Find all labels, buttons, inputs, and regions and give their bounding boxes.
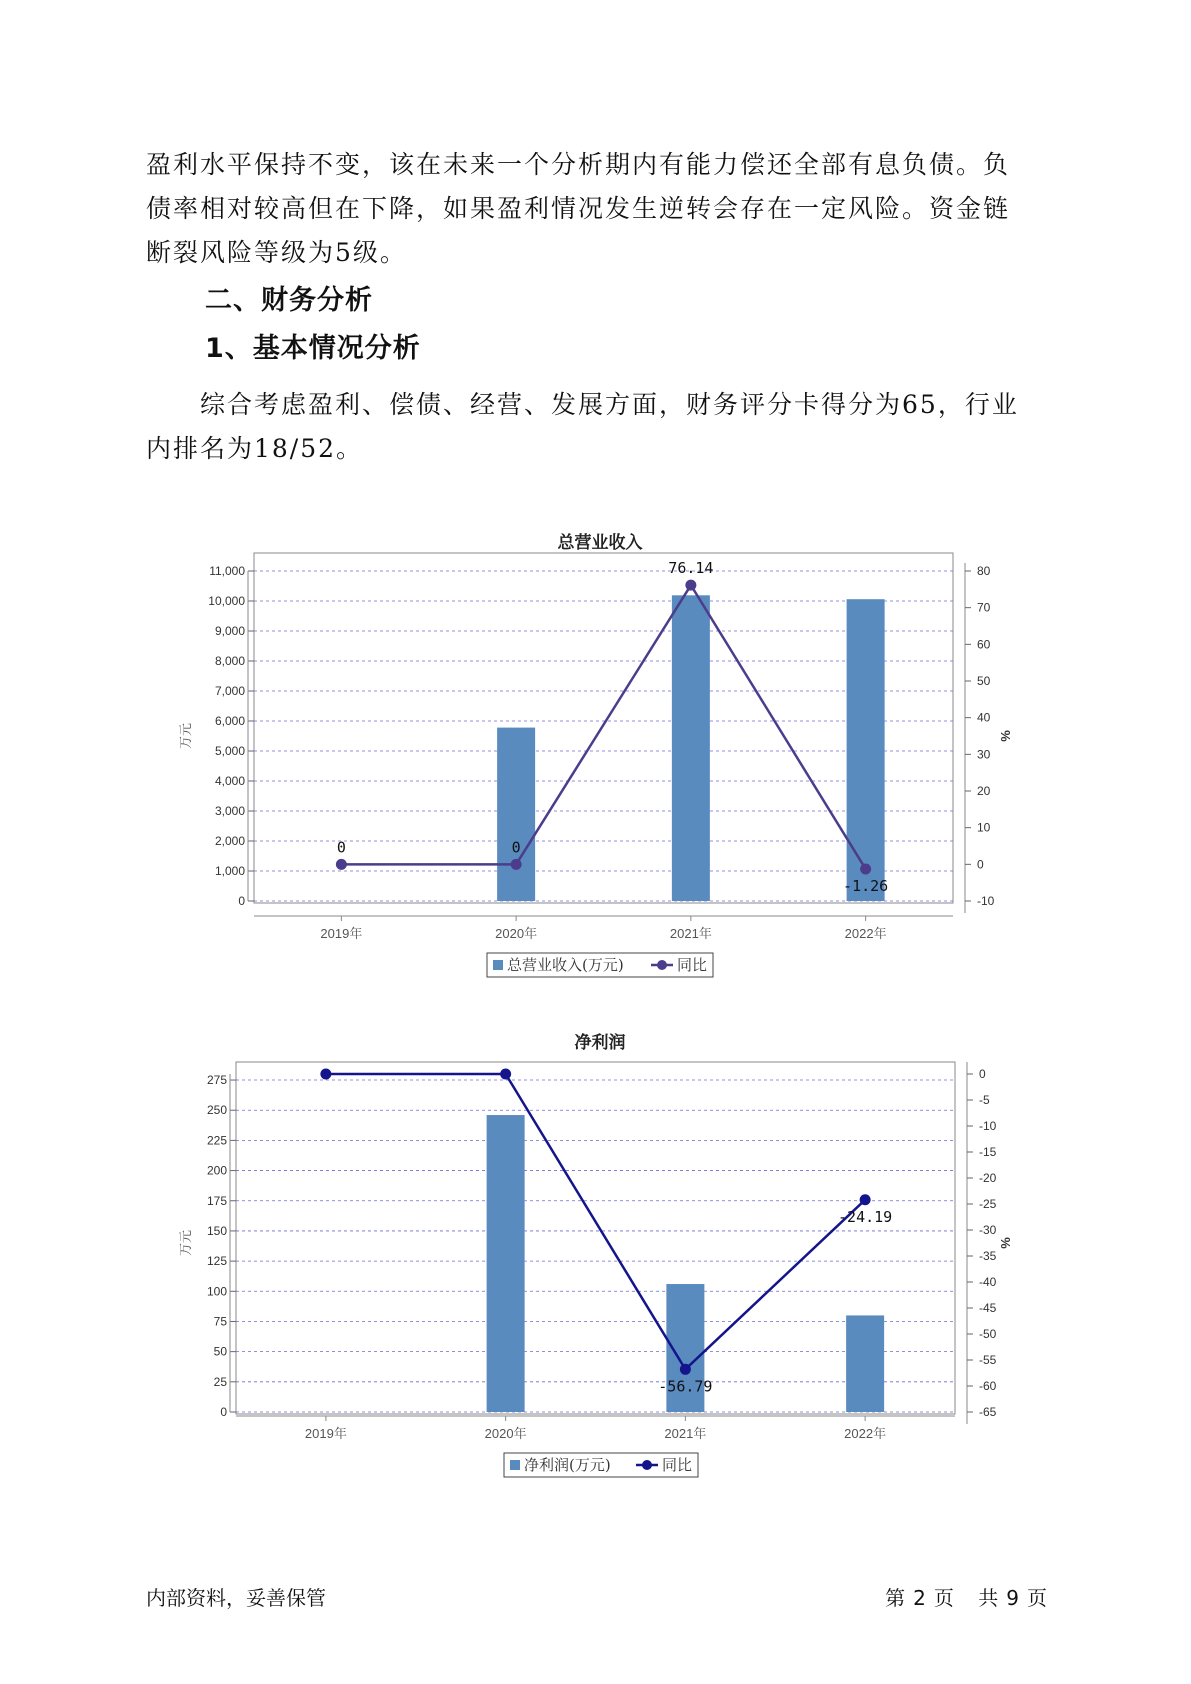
total-pages: 9 bbox=[1006, 1586, 1019, 1610]
y-tick-label: 225 bbox=[206, 1133, 227, 1148]
yoy-line bbox=[341, 585, 865, 869]
yoy-point bbox=[511, 859, 522, 870]
legend-line-marker bbox=[642, 1460, 652, 1470]
y2-tick-label: -55 bbox=[979, 1353, 997, 1367]
yoy-point bbox=[685, 580, 696, 591]
revenue-chart-svg bbox=[0, 528, 1191, 978]
y2-tick-label: -10 bbox=[979, 1119, 997, 1133]
page-unit: 页 bbox=[933, 1586, 954, 1610]
intro-line: 债率相对较高但在下降，如果盈利情况发生逆转会存在一定风险。资金链 bbox=[146, 194, 1011, 223]
summary-line: 综合考虑盈利、偿债、经营、发展方面，财务评分卡得分为65，行业 bbox=[200, 390, 1019, 419]
y-tick-label: 7,000 bbox=[214, 684, 245, 698]
yoy-point bbox=[680, 1364, 691, 1375]
y-tick-label: 8,000 bbox=[214, 654, 245, 668]
y2-tick-label: 80 bbox=[977, 564, 991, 578]
y-tick-label: 1,000 bbox=[214, 864, 245, 878]
legend-bar-swatch bbox=[493, 960, 503, 970]
y2-tick-label: -5 bbox=[979, 1093, 990, 1107]
legend-bar-swatch bbox=[510, 1460, 520, 1470]
bar bbox=[497, 728, 535, 901]
y-tick-label: 2,000 bbox=[214, 834, 245, 848]
total-prefix: 共 bbox=[978, 1586, 999, 1610]
net-profit-chart-svg bbox=[0, 1028, 1191, 1488]
x-tick-label: 2019年 bbox=[304, 1426, 347, 1441]
total-unit: 页 bbox=[1027, 1586, 1047, 1610]
chart-title: 净利润 bbox=[574, 1033, 626, 1052]
legend-line-label: 同比 bbox=[677, 956, 708, 974]
legend-line-marker bbox=[657, 960, 667, 970]
y-tick-label: 125 bbox=[206, 1254, 227, 1269]
bar bbox=[846, 1315, 884, 1412]
y-tick-label: 25 bbox=[213, 1374, 227, 1389]
data-label: -56.79 bbox=[658, 1377, 713, 1396]
bar bbox=[847, 599, 885, 901]
bar bbox=[487, 1115, 525, 1412]
x-tick-label: 2020年 bbox=[495, 926, 538, 941]
summary-paragraph bbox=[146, 383, 1046, 471]
data-label: 0 bbox=[511, 838, 521, 857]
y-tick-label: 11,000 bbox=[209, 564, 245, 578]
y2-tick-label: -10 bbox=[977, 894, 995, 908]
net-profit-chart bbox=[0, 1028, 1191, 1488]
yoy-point bbox=[336, 859, 347, 870]
bar bbox=[672, 595, 710, 901]
y-tick-label: 0 bbox=[220, 1405, 227, 1419]
data-label: -24.19 bbox=[838, 1207, 893, 1226]
y-axis-title: 万元 bbox=[178, 1229, 193, 1257]
y2-tick-label: -30 bbox=[979, 1223, 997, 1237]
y2-tick-label: -35 bbox=[979, 1249, 997, 1263]
y2-tick-label: -50 bbox=[979, 1327, 997, 1341]
y2-tick-label: -60 bbox=[979, 1379, 997, 1393]
section-title: 二、财务分析 bbox=[205, 285, 373, 316]
y-tick-label: 4,000 bbox=[214, 774, 245, 788]
yoy-point bbox=[500, 1069, 511, 1080]
yoy-point bbox=[860, 863, 871, 874]
y2-tick-label: 40 bbox=[977, 710, 991, 725]
y2-tick-label: 0 bbox=[979, 1067, 986, 1081]
y-tick-label: 175 bbox=[206, 1193, 227, 1208]
data-label: -1.26 bbox=[843, 876, 889, 895]
y-tick-label: 6,000 bbox=[214, 714, 245, 728]
y2-tick-label: -40 bbox=[979, 1275, 997, 1289]
yoy-line bbox=[326, 1074, 865, 1369]
x-tick-label: 2022年 bbox=[844, 1426, 887, 1441]
x-tick-label: 2022年 bbox=[844, 926, 887, 941]
y-tick-label: 200 bbox=[206, 1163, 227, 1178]
y2-tick-label: 20 bbox=[977, 784, 991, 798]
y2-tick-label: -25 bbox=[979, 1197, 997, 1211]
data-label: 0 bbox=[336, 838, 346, 857]
y-tick-label: 75 bbox=[213, 1314, 227, 1329]
summary-line: 内排名为18/52。 bbox=[146, 434, 364, 463]
revenue-chart bbox=[0, 528, 1191, 978]
yoy-point bbox=[320, 1069, 331, 1080]
x-tick-label: 2021年 bbox=[669, 926, 712, 941]
y-tick-label: 5,000 bbox=[214, 744, 245, 758]
y2-tick-label: -15 bbox=[979, 1145, 997, 1159]
page-prefix: 第 bbox=[885, 1586, 906, 1610]
y-tick-label: 0 bbox=[238, 894, 245, 908]
y-tick-label: 250 bbox=[206, 1103, 227, 1118]
y-tick-label: 275 bbox=[206, 1073, 227, 1088]
legend-line-label: 同比 bbox=[662, 1456, 693, 1474]
y-tick-label: 9,000 bbox=[214, 624, 245, 638]
x-tick-label: 2020年 bbox=[484, 1426, 527, 1441]
legend-bar-label: 净利润(万元) bbox=[524, 1456, 611, 1474]
y2-axis-title: % bbox=[998, 730, 1013, 742]
intro-line: 盈利水平保持不变，该在未来一个分析期内有能力偿还全部有息负债。负 bbox=[146, 150, 1011, 179]
y-tick-label: 100 bbox=[206, 1284, 227, 1299]
y2-tick-label: 0 bbox=[977, 857, 984, 872]
y-axis-title: 万元 bbox=[178, 722, 193, 750]
legend-bar-label: 总营业收入(万元) bbox=[507, 956, 624, 974]
y2-tick-label: 30 bbox=[977, 747, 991, 762]
y2-tick-label: -20 bbox=[979, 1171, 997, 1185]
y-tick-label: 150 bbox=[206, 1223, 227, 1238]
y2-tick-label: 10 bbox=[977, 820, 991, 835]
y-tick-label: 50 bbox=[213, 1344, 227, 1359]
yoy-point bbox=[860, 1194, 871, 1205]
y2-tick-label: 60 bbox=[977, 637, 991, 652]
x-tick-label: 2021年 bbox=[664, 1426, 707, 1441]
y2-tick-label: 50 bbox=[977, 674, 991, 688]
y-tick-label: 10,000 bbox=[208, 594, 245, 608]
x-tick-label: 2019年 bbox=[320, 926, 363, 941]
y2-tick-label: -45 bbox=[979, 1301, 997, 1315]
subsection-title: 1、基本情况分析 bbox=[205, 333, 421, 364]
y2-tick-label: 70 bbox=[977, 600, 991, 615]
y2-axis-title: % bbox=[998, 1237, 1013, 1249]
page-number: 2 bbox=[913, 1586, 926, 1610]
intro-paragraph bbox=[146, 143, 1046, 275]
y2-tick-label: -65 bbox=[979, 1405, 997, 1419]
page-indicator bbox=[881, 1582, 1051, 1611]
y-tick-label: 3,000 bbox=[214, 804, 245, 818]
chart-title: 总营业收入 bbox=[557, 533, 643, 552]
intro-line: 断裂风险等级为5级。 bbox=[146, 238, 407, 267]
confidential-note: 内部资料，妥善保管 bbox=[146, 1586, 326, 1610]
data-label: 76.14 bbox=[668, 559, 714, 578]
